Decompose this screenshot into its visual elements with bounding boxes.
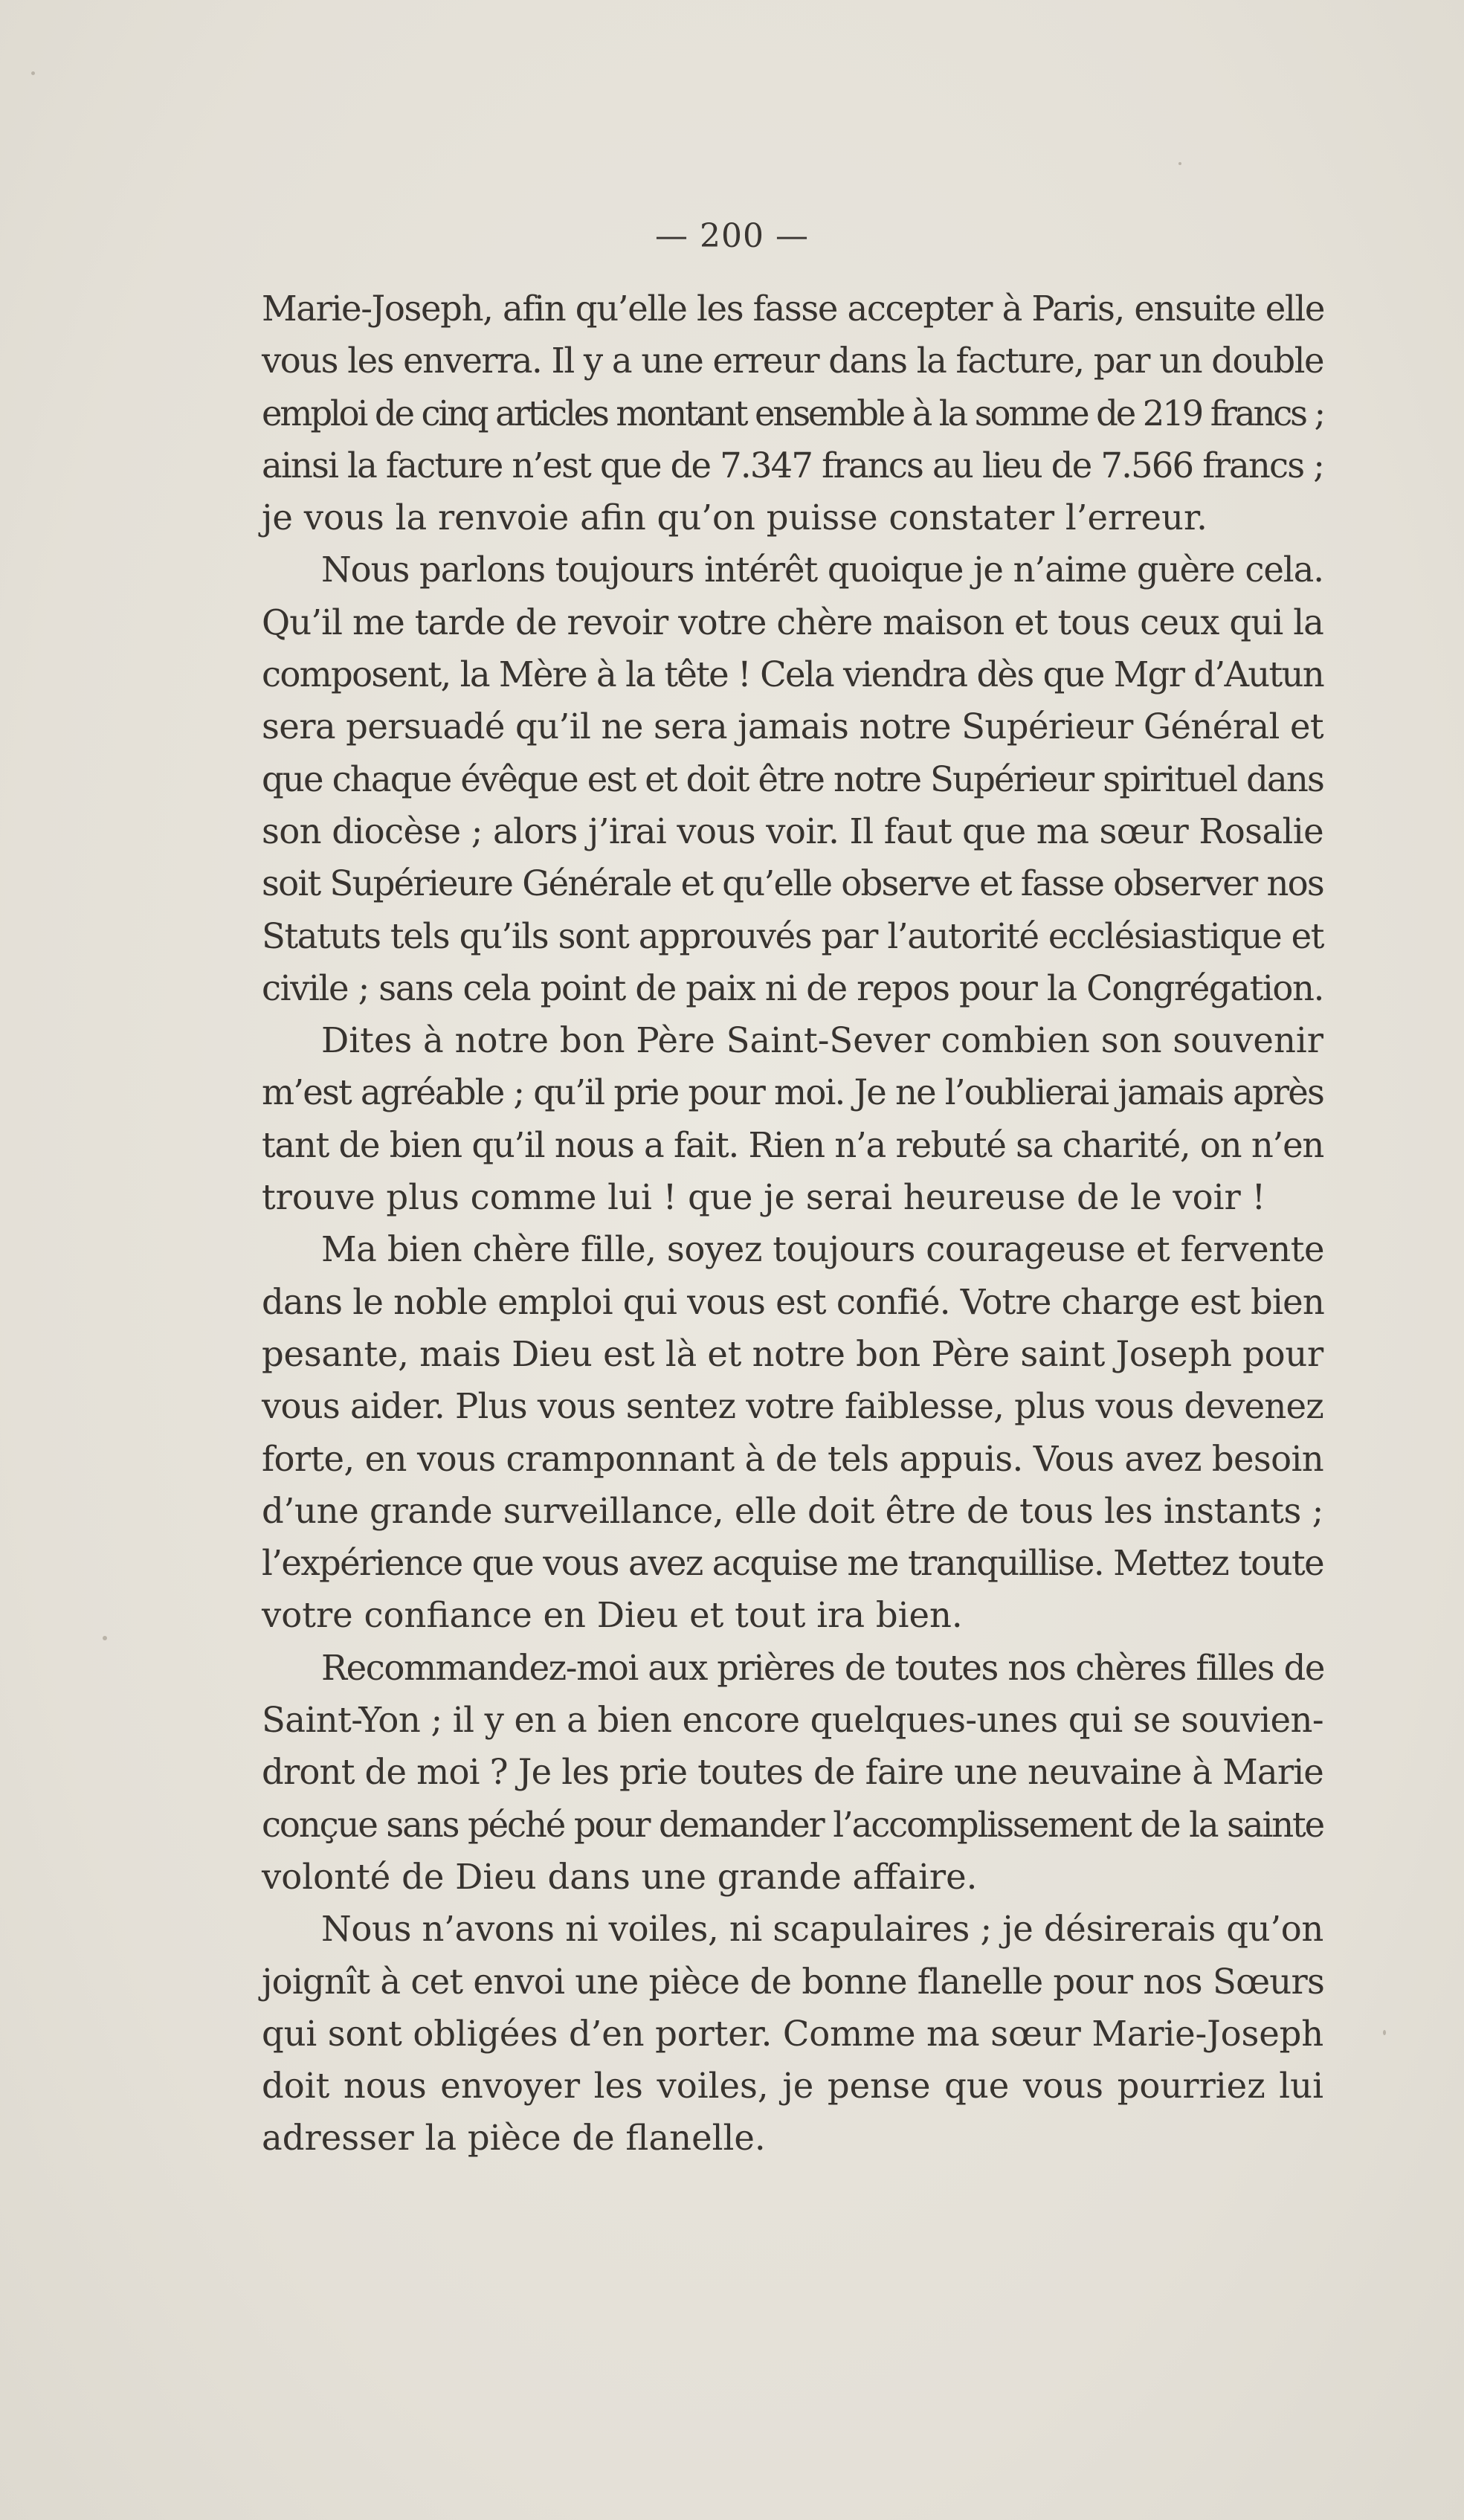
text-line: Dites à notre bon Père Saint-Sever combien son souvenir: [321, 1020, 1323, 1061]
text-line: votre confiance en Dieu et tout ira bien.: [262, 1595, 963, 1636]
body-text: [262, 283, 1323, 2165]
text-line: tant de bien qu’il nous a fait. Rien n’a rebuté sa charité, on n’en: [262, 1124, 1324, 1165]
text-line: vous les enverra. Il y a une erreur dans la facture, par un double: [262, 341, 1324, 381]
text-line: forte, en vous cramponnant à de tels appuis. Vous avez besoin: [262, 1438, 1323, 1479]
text-line: Statuts tels qu’ils sont approuvés par l’autorité ecclésiastique et: [262, 915, 1323, 956]
text-line: je vous la renvoie afin qu’on puisse constater l’erreur.: [262, 497, 1207, 538]
text-line: conçue sans péché pour demander l’accomplissement de la sainte: [262, 1804, 1323, 1845]
paper-speck: [1383, 2030, 1386, 2035]
text-line: son diocèse ; alors j’irai vous voir. Il faut que ma sœur Rosalie: [262, 811, 1323, 851]
text-line: que chaque évêque est et doit être notre Supérieur spirituel dans: [262, 758, 1324, 799]
text-line: m’est agréable ; qu’il prie pour moi. Je ne l’oublierai jamais après: [262, 1072, 1323, 1113]
text-line: Marie-Joseph, afin qu’elle les fasse accepter à Paris, ensuite elle: [262, 289, 1325, 329]
text-line: emploi de cinq articles montant ensemble à la somme de 219 francs ;: [262, 393, 1324, 434]
text-line: qui sont obligées d’en porter. Comme ma sœur Marie-Joseph: [262, 2013, 1323, 2054]
text-line: d’une grande surveillance, elle doit être de tous les instants ;: [262, 1490, 1323, 1531]
text-line: soit Supérieure Générale et qu’elle observe et fasse observer nos: [262, 863, 1324, 904]
text-line: pesante, mais Dieu est là et notre bon Père saint Joseph pour: [262, 1333, 1323, 1374]
text-line: civile ; sans cela point de paix ni de repos pour la Congrégation.: [262, 967, 1323, 1008]
paper-speck: [1178, 162, 1181, 165]
page-number: — 200 —: [655, 217, 809, 255]
text-line: composent, la Mère à la tête ! Cela viendra dès que Mgr d’Autun: [262, 654, 1324, 695]
text-line: joignît à cet envoi une pièce de bonne flanelle pour nos Sœurs: [262, 1961, 1325, 2002]
text-line: vous aider. Plus vous sentez votre faiblesse, plus vous devenez: [262, 1386, 1324, 1427]
text-line: ainsi la facture n’est que de 7.347 francs au lieu de 7.566 francs ;: [262, 445, 1324, 486]
text-line: trouve plus comme lui ! que je serai heureuse de le voir !: [262, 1177, 1266, 1218]
text-line: adresser la pièce de flanelle.: [262, 2118, 766, 2159]
paper-speck: [31, 71, 35, 75]
text-line: Nous n’avons ni voiles, ni scapulaires ; je désirerais qu’on: [321, 1909, 1324, 1950]
text-line: Qu’il me tarde de revoir votre chère maison et tous ceux qui la: [262, 602, 1324, 642]
text-line: dans le noble emploi qui vous est confié. Votre charge est bien: [262, 1281, 1325, 1322]
text-line: dront de moi ? Je les prie toutes de faire une neuvaine à Marie: [262, 1752, 1323, 1793]
text-line: sera persuadé qu’il ne sera jamais notre Supérieur Général et: [262, 706, 1323, 747]
text-line: Saint-Yon ; il y en a bien encore quelques-unes qui se souvien-: [262, 1700, 1323, 1741]
text-line: l’expérience que vous avez acquise me tranquillise. Mettez toute: [262, 1543, 1323, 1584]
text-line: Recommandez-moi aux prières de toutes nos chères filles de: [321, 1647, 1325, 1688]
text-line: Ma bien chère fille, soyez toujours courageuse et fervente: [321, 1229, 1325, 1270]
paper-speck: [103, 1636, 107, 1640]
text-line: doit nous envoyer les voiles, je pense que vous pourriez lui: [262, 2066, 1323, 2107]
text-line: Nous parlons toujours intérêt quoique je n’aime guère cela.: [321, 550, 1323, 590]
text-line: volonté de Dieu dans une grande affaire.: [262, 1856, 978, 1897]
